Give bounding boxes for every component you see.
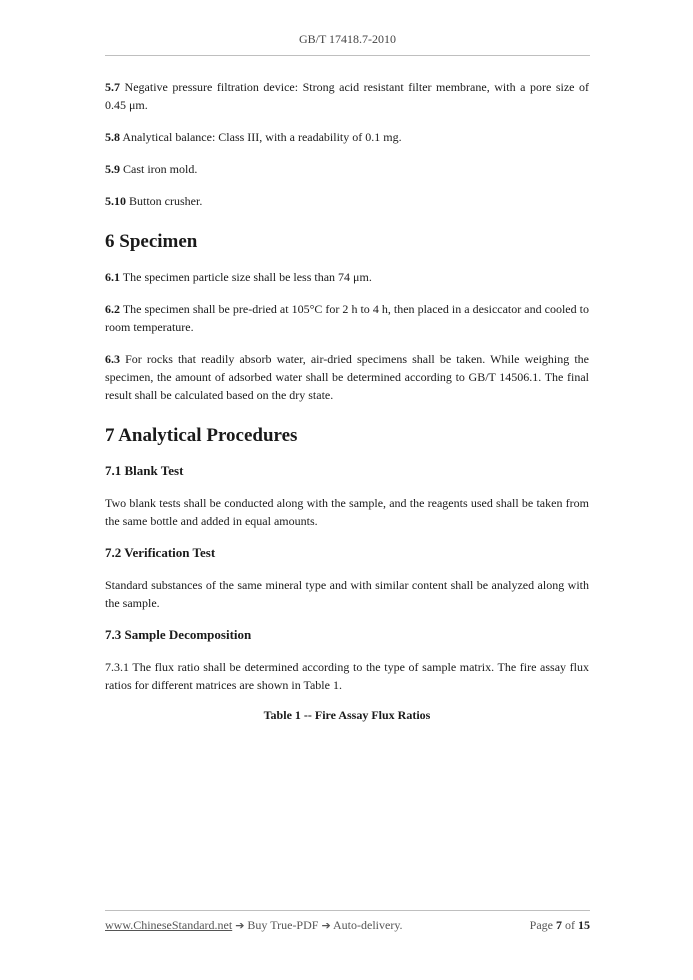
footer-promo bbox=[105, 918, 403, 933]
of-label: of bbox=[565, 918, 575, 932]
clause-5-9 bbox=[105, 160, 589, 178]
clause-6-1 bbox=[105, 268, 589, 286]
total-pages: 15 bbox=[578, 918, 590, 932]
paragraph-7-2: Standard substances of the same mineral type and with similar content shall be analyzed along with the sample. bbox=[105, 578, 589, 610]
arrow-right-icon: ➔ bbox=[235, 919, 245, 932]
delivery-text: Auto-delivery. bbox=[333, 918, 403, 932]
paragraph-7-3-1: 7.3.1 The flux ratio shall be determined according to the type of sample matrix. The fire assay flux ratios for different matrices are shown in Table 1. bbox=[105, 660, 589, 692]
clause-5-10 bbox=[105, 192, 589, 210]
clause-5-7 bbox=[105, 78, 589, 114]
clause-number: 5.9 bbox=[105, 162, 120, 176]
section-heading-7: 7 Analytical Procedures bbox=[105, 425, 298, 446]
footer-divider bbox=[105, 910, 590, 911]
page-header: GB/T 17418.7-2010 bbox=[298, 32, 397, 46]
clause-number: 5.7 bbox=[105, 80, 120, 94]
clause-number: 6.2 bbox=[105, 302, 120, 316]
header-divider bbox=[105, 55, 590, 56]
subsection-heading-7-3: 7.3 Sample Decomposition bbox=[105, 627, 252, 642]
page-number bbox=[530, 918, 590, 933]
clause-number: 6.3 bbox=[105, 352, 120, 366]
document-body bbox=[105, 78, 589, 724]
subsection-heading-7-1: 7.1 Blank Test bbox=[105, 463, 184, 478]
subsection-heading-7-2: 7.2 Verification Test bbox=[105, 545, 216, 560]
buy-text: Buy True-PDF bbox=[247, 918, 319, 932]
clause-text: The specimen particle size shall be less than 74 μm. bbox=[122, 270, 372, 284]
clause-text: Negative pressure filtration device: Strong acid resistant filter membrane, with a pore size of 0.45 μm. bbox=[105, 80, 590, 112]
current-page: 7 bbox=[556, 918, 562, 932]
table-title: Table 1 -- Fire Assay Flux Ratios bbox=[263, 708, 431, 722]
page-footer bbox=[105, 918, 590, 933]
page-label: Page bbox=[529, 918, 553, 932]
arrow-right-icon: ➔ bbox=[321, 919, 331, 932]
clause-number: 5.10 bbox=[105, 194, 126, 208]
clause-text: Button crusher. bbox=[129, 194, 203, 208]
clause-text: For rocks that readily absorb water, air-dried specimens shall be taken. While weighing the specimen, the amount of adsorbed water shall be determined according to GB/T 14506.1. The final result shall be calculated based on the dry state. bbox=[105, 352, 590, 402]
clause-number: 6.1 bbox=[105, 270, 120, 284]
clause-number: 5.8 bbox=[105, 130, 120, 144]
clause-text: The specimen shall be pre-dried at 105°C for 2 h to 4 h, then placed in a desiccator and cooled to room temperature. bbox=[105, 302, 589, 334]
clause-text: Analytical balance: Class III, with a readability of 0.1 mg. bbox=[122, 130, 402, 144]
clause-text: Cast iron mold. bbox=[123, 162, 198, 176]
clause-6-3 bbox=[105, 350, 589, 404]
clause-6-2 bbox=[105, 300, 589, 336]
paragraph-7-1: Two blank tests shall be conducted along with the sample, and the reagents used shall be taken from the same bottle and added in equal amounts. bbox=[105, 496, 589, 528]
clause-5-8 bbox=[105, 128, 589, 146]
site-link[interactable]: www.ChineseStandard.net bbox=[105, 918, 233, 932]
section-heading-6: 6 Specimen bbox=[105, 231, 198, 252]
